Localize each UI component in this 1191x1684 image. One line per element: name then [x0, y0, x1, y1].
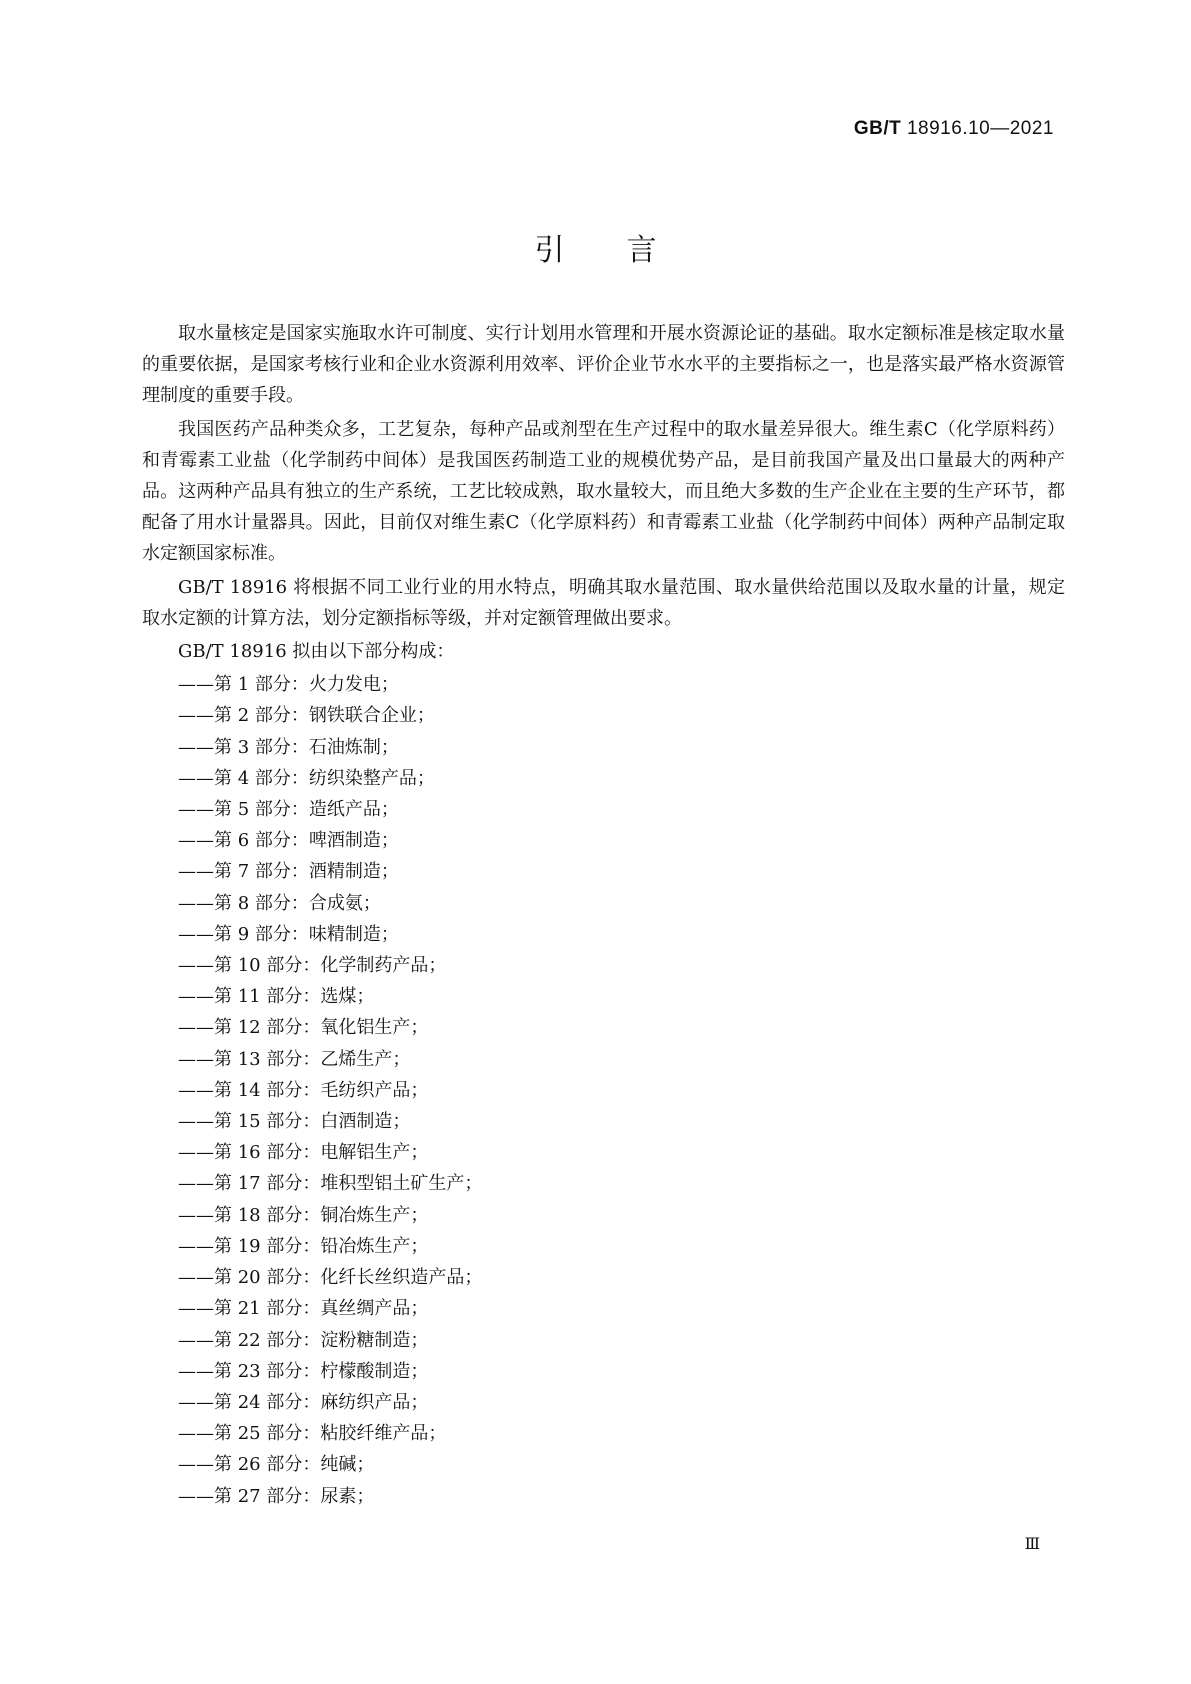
standard-code: 18916.10—2021 — [906, 118, 1054, 139]
list-item: ——第 10 部分：化学制药产品； — [178, 955, 447, 977]
list-item: ——第 26 部分：纯碱； — [178, 1454, 375, 1476]
list-item: ——第 23 部分：柠檬酸制造； — [178, 1360, 429, 1382]
introduction-body — [142, 318, 1065, 1512]
page-number: Ⅲ — [1024, 1534, 1040, 1553]
list-item: ——第 22 部分：淀粉糖制造； — [178, 1329, 429, 1351]
list-item: ——第 15 部分：白酒制造； — [178, 1111, 411, 1133]
page-title: 引言 — [534, 233, 719, 268]
paragraph-parts-intro: GB/T 18916 拟由以下部分构成： — [178, 641, 455, 663]
list-item: ——第 24 部分：麻纺织产品； — [178, 1391, 429, 1413]
parts-list — [142, 669, 1065, 1511]
list-item: ——第 6 部分：啤酒制造； — [178, 830, 399, 852]
list-item: ——第 5 部分：造纸产品； — [178, 799, 399, 821]
list-item: ——第 19 部分：铅冶炼生产； — [178, 1235, 429, 1257]
list-item: ——第 7 部分：酒精制造； — [178, 861, 399, 883]
list-item: ——第 11 部分：选煤； — [178, 986, 375, 1008]
list-item: ——第 27 部分：尿素； — [178, 1485, 375, 1507]
list-item: ——第 18 部分：铜冶炼生产； — [178, 1204, 429, 1226]
list-item: ——第 20 部分：化纤长丝织造产品； — [178, 1267, 483, 1289]
list-item: ——第 14 部分：毛纺织产品； — [178, 1079, 429, 1101]
list-item: ——第 1 部分：火力发电； — [178, 674, 399, 696]
list-item: ——第 3 部分：石油炼制； — [178, 736, 399, 758]
standard-number — [854, 118, 1054, 140]
list-item: ——第 12 部分：氧化铝生产； — [178, 1017, 429, 1039]
list-item: ——第 17 部分：堆积型铝土矿生产； — [178, 1173, 483, 1195]
list-item: ——第 13 部分：乙烯生产； — [178, 1048, 411, 1070]
paragraph-basis: 取水量核定是国家实施取水许可制度、实行计划用水管理和开展水资源论证的基础。取水定额标准是核定取水量的重要依据，是国家考核行业和企业水资源利用效率、评价企业节水水平的主要指标之一，也是落实最严格水资源管理制度的重要手段。 — [142, 323, 1065, 407]
list-item: ——第 21 部分：真丝绸产品； — [178, 1298, 429, 1320]
list-item: ——第 2 部分：钢铁联合企业； — [178, 705, 435, 727]
paragraph-scope: GB/T 18916 将根据不同工业行业的用水特点，明确其取水量范围、取水量供给范围以及取水量的计量，规定取水定额的计算方法，划分定额指标等级，并对定额管理做出要求。 — [142, 576, 1065, 629]
list-item: ——第 9 部分：味精制造； — [178, 923, 399, 945]
standard-prefix: GB/T — [853, 118, 902, 139]
list-item: ——第 16 部分：电解铝生产； — [178, 1142, 429, 1164]
list-item: ——第 4 部分：纺织染整产品； — [178, 767, 435, 789]
list-item: ——第 8 部分：合成氨； — [178, 892, 381, 914]
list-item: ——第 25 部分：粘胶纤维产品； — [178, 1423, 447, 1445]
paragraph-products: 我国医药产品种类众多，工艺复杂，每种产品或剂型在生产过程中的取水量差异很大。维生素C（化学原料药）和青霉素工业盐（化学制药中间体）是我国医药制造工业的规模优势产品，是目前我国产量及出口量最大的两种产品。这两种产品具有独立的生产系统，工艺比较成熟，取水量较大，而且绝大多数的生产企业在主要的生产环节，都配备了用水计量器具。因此，目前仅对维生素C（化学原料药）和青霉素工业盐（化学制药中间体）两种产品制定取水定额国家标准。 — [142, 418, 1065, 565]
